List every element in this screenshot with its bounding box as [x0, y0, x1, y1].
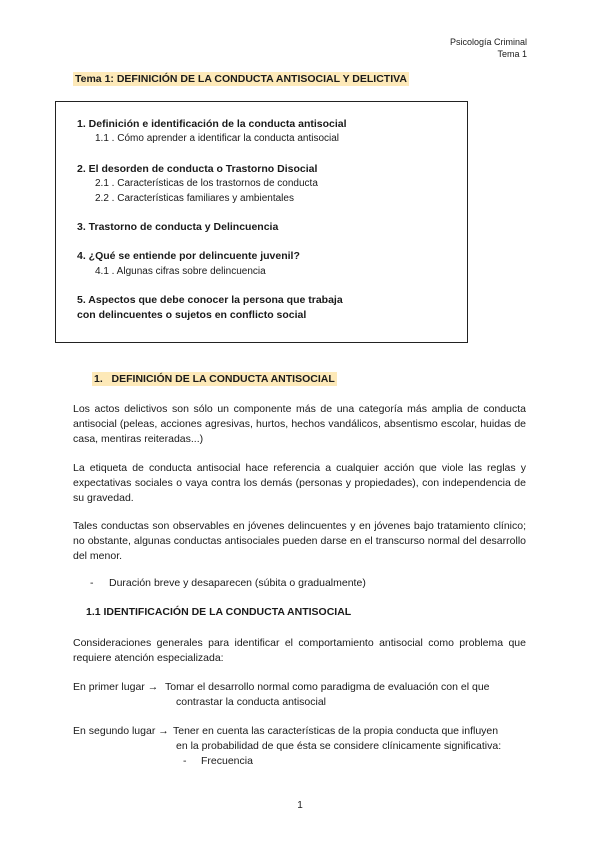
header-course: Psicología Criminal: [449, 37, 527, 47]
bullet-frequency: Frecuencia: [201, 755, 253, 767]
page-header: [450, 36, 527, 60]
intro-paragraph: Consideraciones generales para identificar el comportamiento antisocial como problema que requiere atención especializada:: [73, 637, 526, 664]
second-line-2: en la probabilidad de que ésta se considere clínicamente significativa:: [176, 740, 502, 752]
bullet-dash: -: [90, 577, 94, 589]
paragraph-1: Los actos delictivos son sólo un componente más de una categoría más amplia de conducta antisocial (peleas, acciones agresivas, hurtos, hechos vandálicos, absentismo escolar, huidas de casa, mentiras reiteradas...): [73, 403, 526, 445]
toc-item-4-1: 4.1 . Algunas cifras sobre delincuencia: [95, 266, 266, 277]
toc-item-4: 4. ¿Qué se entiende por delincuente juvenil?: [77, 250, 300, 262]
second-line-1: Tener en cuenta las características de la propia conducta que influyen: [173, 725, 499, 737]
toc-item-3: 3. Trastorno de conducta y Delincuencia: [77, 221, 279, 233]
toc-item-1-1: 1.1 . Cómo aprender a identificar la conducta antisocial: [95, 133, 340, 144]
first-line-1: Tomar el desarrollo normal como paradigma de evaluación con el que: [165, 681, 490, 693]
document-title: Tema 1: DEFINICIÓN DE LA CONDUCTA ANTISOCIAL Y DELICTIVA: [75, 73, 407, 85]
toc-item-2: 2. El desorden de conducta o Trastorno Disocial: [77, 163, 318, 175]
paragraph-2: La etiqueta de conducta antisocial hace referencia a cualquier acción que viole las reglas y expectativas sociales o vaya contra los demás (personas y propiedades), con independencia de su gravedad.: [73, 462, 526, 504]
first-label: En primer lugar →: [73, 681, 159, 693]
paragraph-3: Tales conductas son observables en jóvenes delincuentes y en jóvenes bajo tratamiento clínico; no obstante, algunas conductas antisociales pueden darse en el transcurso normal del desarrollo del menor.: [73, 520, 526, 562]
table-of-contents: [55, 101, 468, 343]
toc-item-2-1: 2.1 . Características de los trastornos de conducta: [95, 178, 318, 189]
bullet-dash-freq: -: [183, 755, 187, 767]
second-label: En segundo lugar →: [73, 725, 169, 737]
section-1-title: DEFINICIÓN DE LA CONDUCTA ANTISOCIAL: [111, 373, 335, 385]
section-1-heading: [92, 372, 337, 386]
toc-item-5-line2: con delincuentes o sujetos en conflicto social: [77, 309, 307, 321]
page-number: 1: [297, 800, 303, 811]
toc-item-1: 1. Definición e identificación de la conducta antisocial: [77, 118, 347, 130]
bullet-duration: Duración breve y desaparecen (súbita o gradualmente): [109, 577, 366, 589]
section-1-number: 1.: [94, 373, 103, 385]
first-line-2: contrastar la conducta antisocial: [176, 696, 326, 708]
header-unit: Tema 1: [497, 49, 527, 59]
toc-item-5-line1: 5. Aspectos que debe conocer la persona que trabaja: [77, 294, 343, 306]
toc-item-2-2: 2.2 . Características familiares y ambientales: [95, 193, 294, 204]
section-1-1-heading: 1.1 IDENTIFICACIÓN DE LA CONDUCTA ANTISOCIAL: [86, 606, 352, 618]
